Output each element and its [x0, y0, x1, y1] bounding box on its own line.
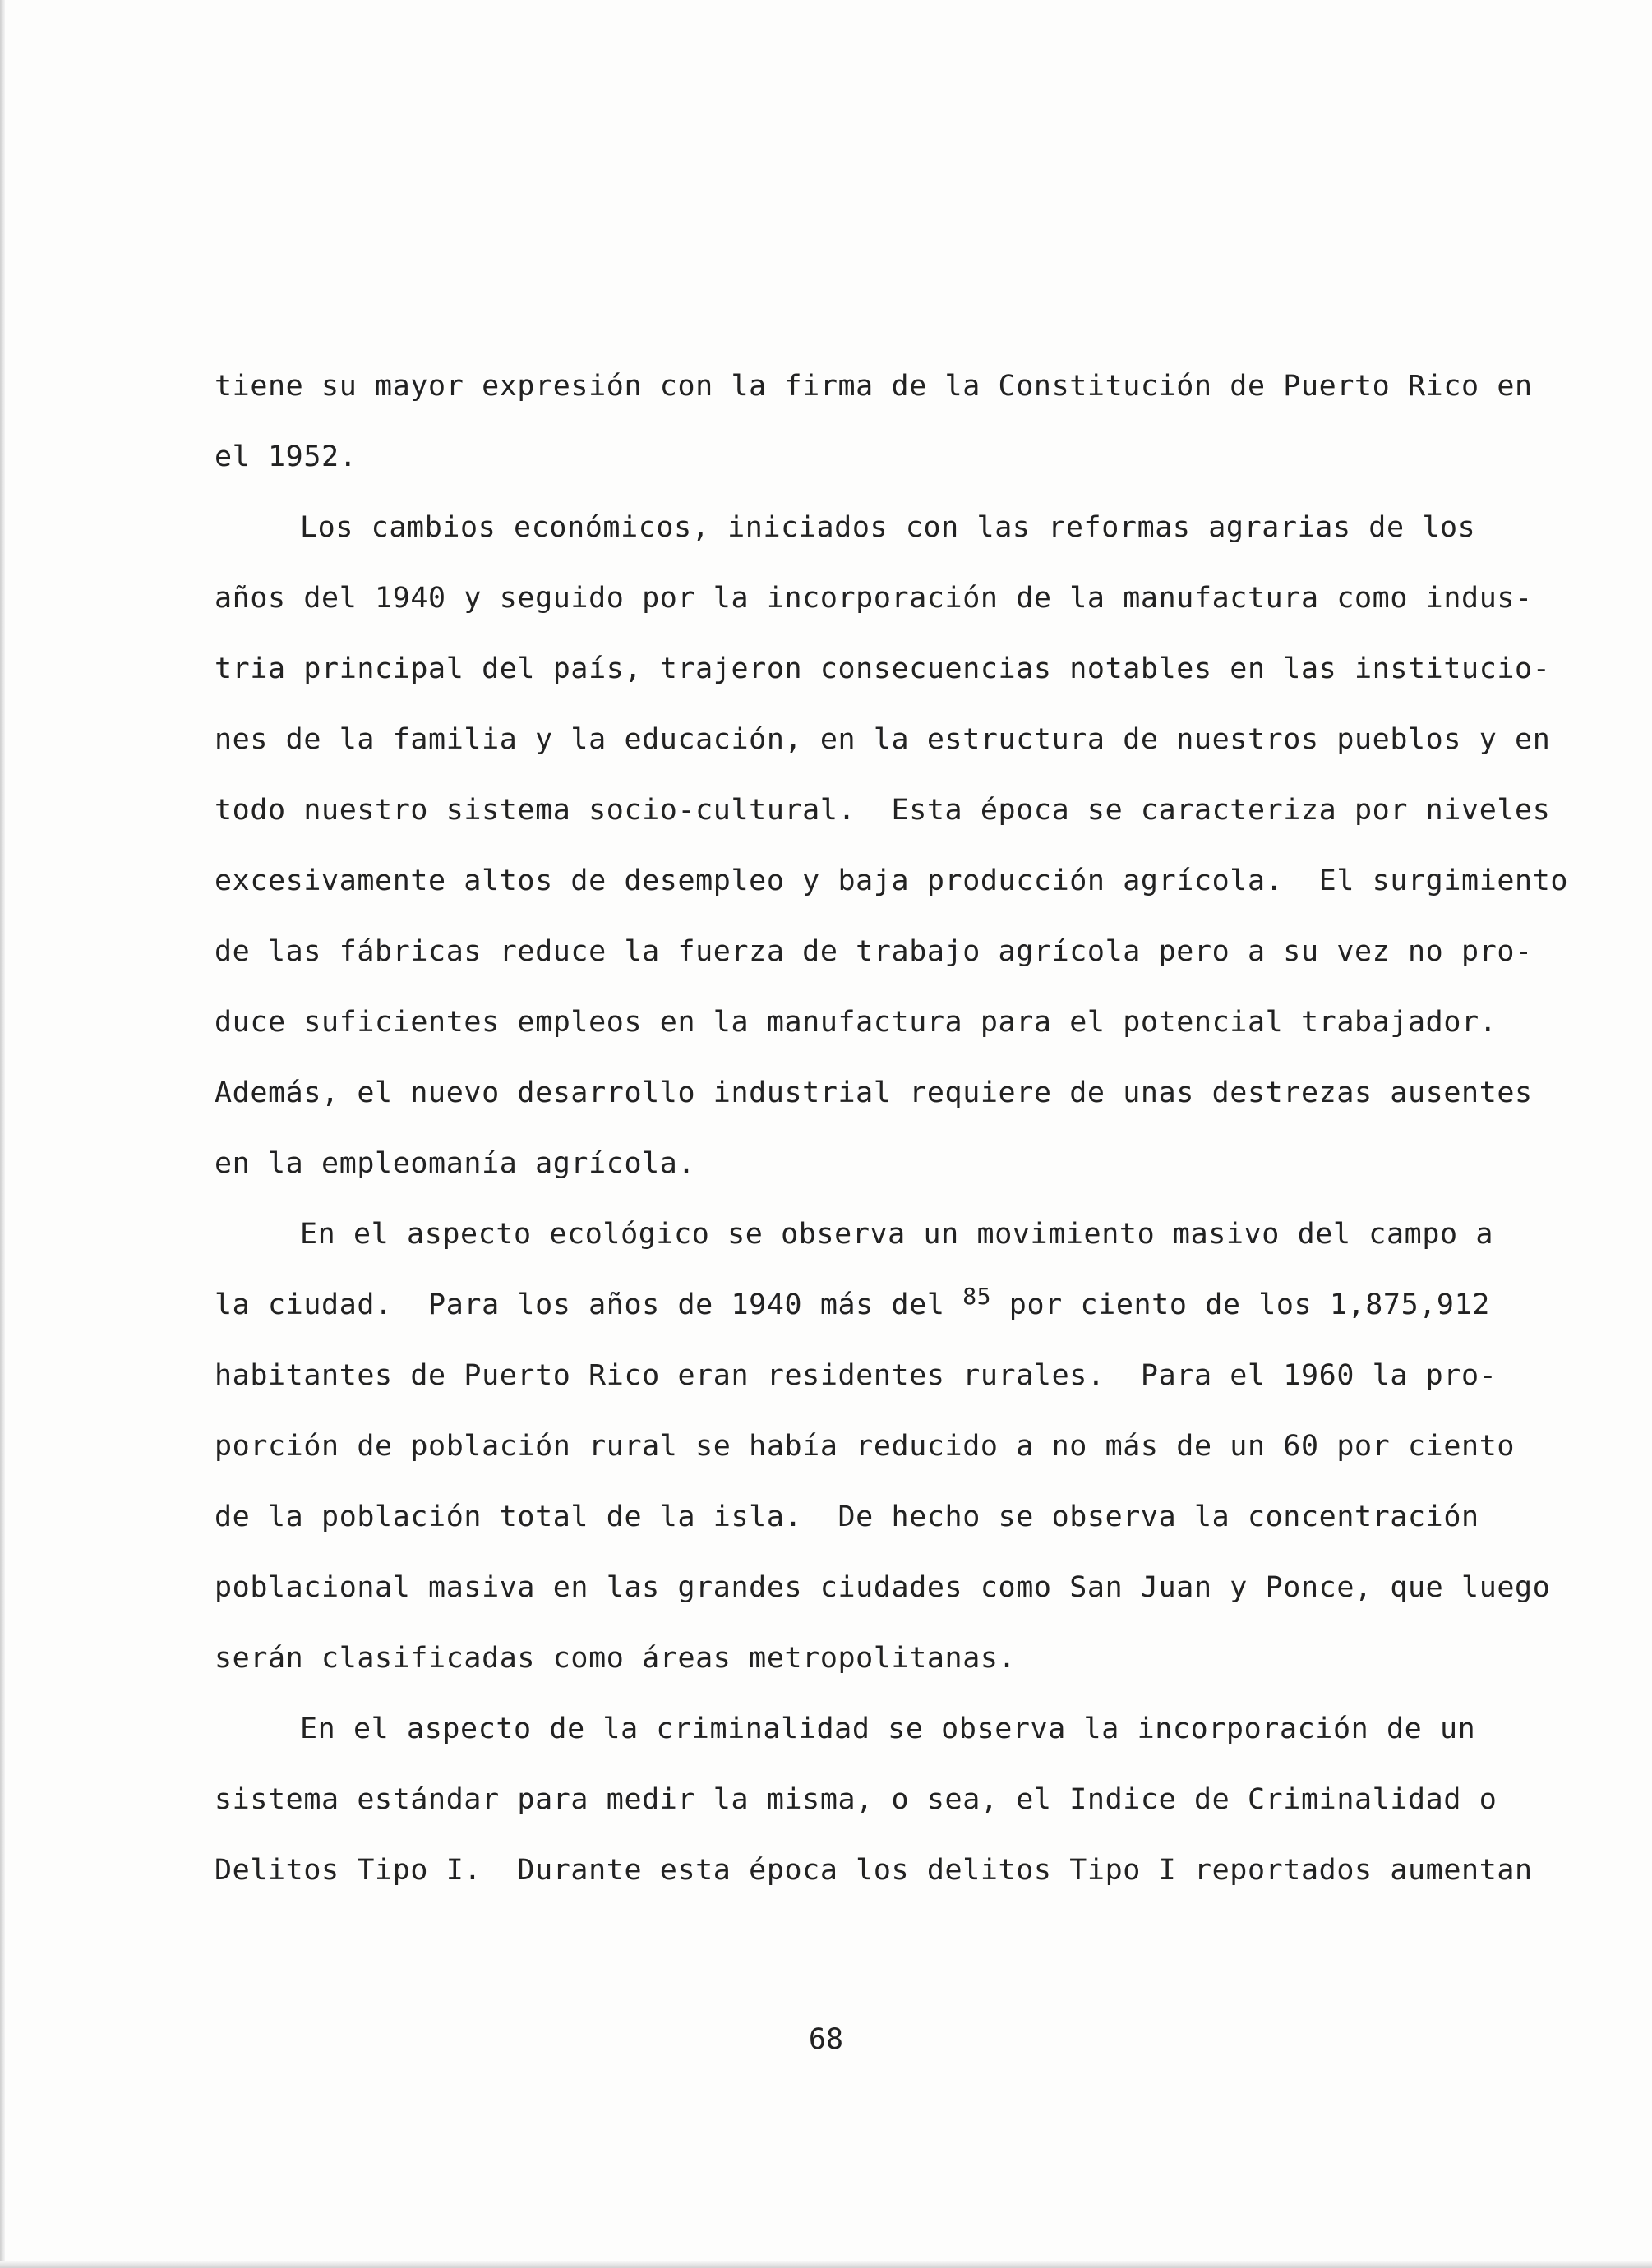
text-line: serán clasificadas como áreas metropolitanas. [215, 1642, 1017, 1675]
text-line: excesivamente altos de desempleo y baja producción agrícola. El surgimiento [215, 864, 1569, 897]
text-line: en la empleomanía agrícola. [215, 1147, 696, 1180]
text-line: habitantes de Puerto Rico eran residentes rurales. Para el 1960 la pro- [215, 1359, 1497, 1392]
text-line: sistema estándar para medir la misma, o sea, el Indice de Criminalidad o [215, 1783, 1497, 1816]
text-line: de la población total de la isla. De hecho se observa la concentración [215, 1500, 1479, 1533]
page-number: 68 [808, 2023, 844, 2056]
text-line: Delitos Tipo I. Durante esta época los delitos Tipo I reportados aumentan [215, 1854, 1533, 1887]
text-line: nes de la familia y la educación, en la estructura de nuestros pueblos y en [215, 723, 1551, 756]
text-line [215, 1283, 1490, 1325]
text-line: tria principal del país, trajeron consecuencias notables en las institucio- [215, 652, 1551, 685]
text-line: poblacional masiva en las grandes ciudades como San Juan y Ponce, que luego [215, 1571, 1551, 1604]
text-line: En el aspecto de la criminalidad se observa la incorporación de un [300, 1713, 1476, 1745]
text-line: porción de población rural se había reducido a no más de un 60 por ciento [215, 1430, 1516, 1463]
text-line: todo nuestro sistema socio-cultural. Esta época se caracteriza por niveles [215, 794, 1551, 827]
text-line: Los cambios económicos, iniciados con las reformas agrarias de los [300, 511, 1476, 544]
scan-left-edge [0, 0, 5, 2268]
text-line: En el aspecto ecológico se observa un movimiento masivo del campo a [300, 1218, 1494, 1251]
text-line: duce suficientes empleos en la manufactura para el potencial trabajador. [215, 1006, 1497, 1039]
text-segment: la ciudad. Para los años de 1940 más del [215, 1288, 963, 1321]
text-segment: por ciento de los 1,875,912 [991, 1288, 1490, 1321]
text-line: años del 1940 y seguido por la incorporación de la manufactura como indus- [215, 582, 1533, 615]
superscript-number: 85 [962, 1283, 992, 1310]
text-line: de las fábricas reduce la fuerza de trabajo agrícola pero a su vez no pro- [215, 935, 1533, 968]
text-line: Además, el nuevo desarrollo industrial requiere de unas destrezas ausentes [215, 1076, 1533, 1109]
text-line: el 1952. [215, 440, 358, 473]
scan-bottom-edge [0, 2261, 1652, 2268]
text-line: tiene su mayor expresión con la firma de la Constitución de Puerto Rico en [215, 370, 1533, 403]
